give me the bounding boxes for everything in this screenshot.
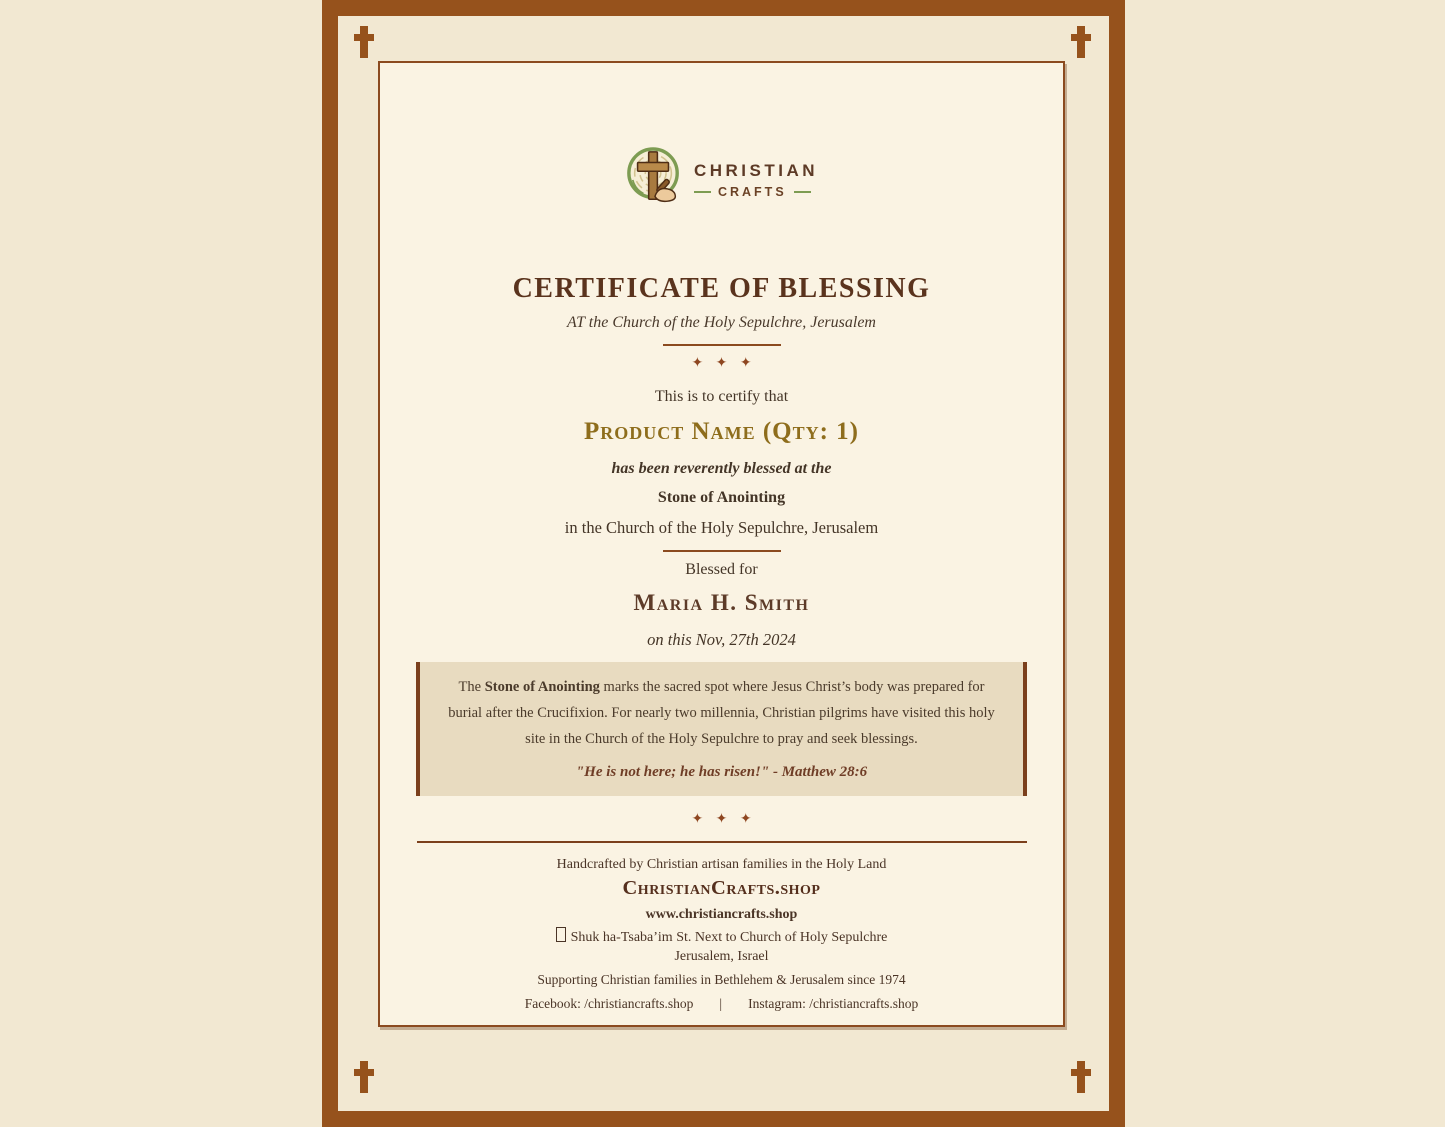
footer-brand: ChristianCrafts.shop <box>622 877 821 900</box>
logo-brand-bottom: CRAFTS <box>717 185 787 199</box>
footer-divider <box>417 841 1027 843</box>
info-text: The Stone of Anointing marks the sacred spot where Jesus Christ’s body was prepared for burial after the Crucifixion. For nearly two millennia, Christian pilgrims have visited this holy site in the Church of the Holy Sepulchre to pray and seek blessings. <box>448 679 995 747</box>
location-name: Stone of Anointing <box>657 489 786 506</box>
recipient-name: Maria H. Smith <box>633 590 810 615</box>
certificate-subtitle: AT the Church of the Holy Sepulchre, Jerusalem <box>567 314 876 331</box>
diamond-ornament: ✦ ✦ ✦ <box>691 355 752 371</box>
info-box <box>416 662 1027 796</box>
website-url: www.christiancrafts.shop <box>645 907 798 923</box>
logo-brand-top: CHRISTIAN <box>693 161 819 180</box>
facebook-handle: Facebook: /christiancrafts.shop <box>524 996 694 1012</box>
blessed-line: has been reverently blessed at the <box>611 460 832 477</box>
corner-cross-icon <box>354 26 374 58</box>
corner-cross-icon <box>1071 26 1091 58</box>
logo-dash-right <box>794 191 811 193</box>
separator: | <box>719 996 723 1012</box>
divider <box>663 550 781 552</box>
date-line: on this Nov, 27th 2024 <box>647 630 796 649</box>
diamond-ornament: ✦ ✦ ✦ <box>691 811 752 828</box>
address-block <box>380 927 1063 967</box>
logo <box>380 147 1063 213</box>
corner-cross-icon <box>1071 1061 1091 1093</box>
certificate-card <box>322 0 1125 1127</box>
instagram-handle: Instagram: /christiancrafts.shop <box>748 996 919 1012</box>
social-line <box>380 996 1063 1012</box>
product-name: Product Name (Qty: 1) <box>584 418 859 445</box>
christian-crafts-logo-icon <box>625 145 683 216</box>
blessed-for-label: Blessed for <box>685 561 758 578</box>
corner-cross-icon <box>354 1061 374 1093</box>
logo-brand-bottom-row <box>694 185 818 199</box>
info-text-bold: Stone of Anointing <box>484 679 600 695</box>
address-line1: Shuk ha-Tsaba’im St. Next to Church of Holy Sepulchre <box>570 930 888 946</box>
scripture-quote: "He is not here; he has risen!" - Matthew 28:6 <box>575 764 868 781</box>
supporting-line: Supporting Christian families in Bethlehem & Jerusalem since 1974 <box>537 972 906 988</box>
certify-line: This is to certify that <box>654 388 789 405</box>
certificate-title: CERTIFICATE OF BLESSING <box>512 273 931 304</box>
divider <box>663 344 781 346</box>
handcrafted-line: Handcrafted by Christian artisan families in the Holy Land <box>556 857 887 873</box>
certificate-body <box>378 61 1065 1027</box>
missing-glyph-icon <box>556 927 566 942</box>
logo-dash-left <box>694 191 711 193</box>
location-line: in the Church of the Holy Sepulchre, Jerusalem <box>564 518 879 537</box>
address-line2: Jerusalem, Israel <box>674 949 769 965</box>
